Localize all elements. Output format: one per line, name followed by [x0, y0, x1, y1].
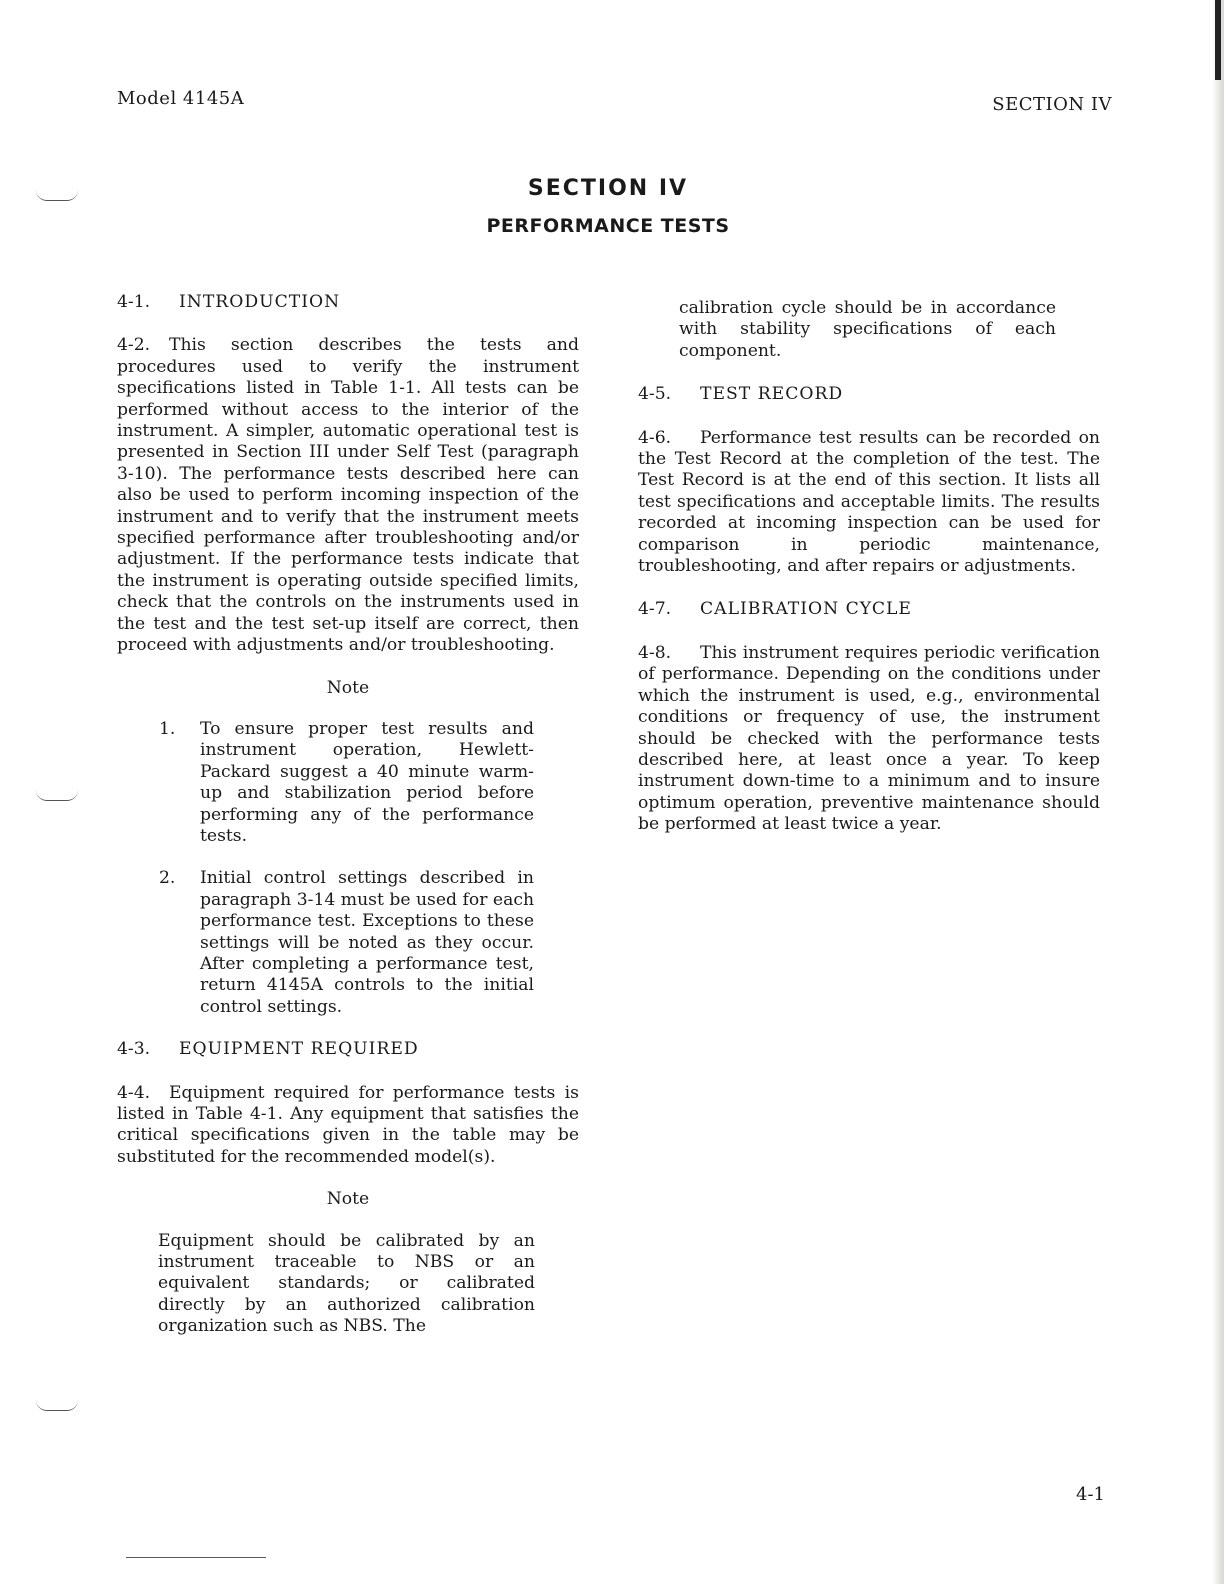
note-item — [117, 868, 534, 1018]
heading-label: EQUIPMENT REQUIRED — [179, 1039, 419, 1060]
right-column — [638, 298, 1100, 836]
paragraph-text: This instrument requires periodic verification of performance. Depending on the conditions under which the instrument is used, e.g., environmental conditions or frequency of use, the instrument should be checked with the performance tests described here, at least once a year. To keep instrument down-time to a minimum and to insure optimum operation, preventive maintenance should be performed at least twice a year. — [638, 642, 1100, 835]
heading-label: INTRODUCTION — [179, 292, 341, 312]
note-item — [117, 719, 534, 847]
binding-hole-mark — [36, 1400, 78, 1411]
binding-hole-mark — [36, 190, 78, 201]
heading-calibration-cycle — [638, 599, 1100, 620]
heading-number: 4-3. — [117, 1039, 151, 1060]
page-number: 4-1 — [1076, 1484, 1105, 1505]
paragraph-text: Equipment required for performance tests is listed in Table 4-1. Any equipment that satisfies the critical specifications given in the table may be substituted for the recommended model(s). — [117, 1082, 579, 1167]
heading-number: 4-1. — [117, 292, 151, 312]
binding-hole-mark — [36, 790, 78, 801]
left-column — [117, 292, 579, 1338]
note-item-text: Initial control settings described in paragraph 3-14 must be used for each performance test. Exceptions to these settings will be noted as they occur. After completing a performance test, return 4145A controls to the initial control settings. — [200, 868, 535, 1017]
page-edge-shadow — [1212, 0, 1224, 1584]
paragraph-4-2 — [117, 335, 579, 656]
note-title: Note — [326, 677, 370, 698]
page-edge-mark — [1215, 0, 1221, 80]
paragraph-text: This section describes the tests and procedures used to verify the instrument specifications listed in Table 1-1. All tests can be performed without access to the interior of the instrument. A simpler, automatic operational test is presented in Section III under Self Test (paragraph 3-10). The performance tests described here can also be used to perform incoming inspection of the instrument and to verify that the instrument meets specified performance after troubleshooting and/or adjustment. If the performance tests indicate that the instrument is operating outside specified limits, check that the controls on the instruments used in the test and the test set-up itself are correct, then proceed with adjustments and/or troubleshooting. — [117, 335, 579, 656]
heading-label: TEST RECORD — [700, 384, 844, 405]
paragraph-4-6 — [638, 428, 1100, 578]
scan-line-artifact — [126, 1557, 266, 1558]
note-text: Equipment should be calibrated by an instrument traceable to NBS or an equivalent standards; or calibrated directly by an authorized calibration organization such as NBS. The — [158, 1230, 535, 1337]
heading-number: 4-5. — [638, 384, 672, 405]
paragraph-4-4 — [117, 1083, 579, 1169]
heading-label: CALIBRATION CYCLE — [700, 599, 912, 620]
section-subtitle: PERFORMANCE TESTS — [486, 215, 730, 237]
heading-number: 4-7. — [638, 599, 672, 620]
note-title: Note — [326, 1189, 370, 1210]
heading-test-record — [638, 384, 1100, 405]
paragraph-number: 4-6. — [638, 427, 672, 448]
note-item-number: 1. — [159, 718, 176, 739]
paragraph-number: 4-8. — [638, 642, 672, 663]
heading-equipment-required — [117, 1039, 579, 1060]
model-header: Model 4145A — [117, 88, 245, 109]
paragraph-text: Performance test results can be recorded on the Test Record at the completion of the test. The Test Record is at the end of this section. It lists all test specifications and acceptable limits. The results recorded at incoming inspection can be used for comparison in periodic maintenance, troubleshooting, and after repairs or adjustments. — [638, 427, 1100, 577]
paragraph-number: 4-2. — [117, 335, 151, 356]
section-title: SECTION IV — [527, 176, 689, 201]
heading-introduction — [117, 292, 579, 313]
note-item-text: To ensure proper test results and instrument operation, Hewlett-Packard suggest a 40 minute warm-up and stabilization period before performing any of the performance tests. — [200, 718, 534, 846]
note-list — [117, 719, 579, 1018]
section-header: SECTION IV — [992, 94, 1112, 115]
paragraph-4-8 — [638, 643, 1100, 836]
paragraph-number: 4-4. — [117, 1082, 151, 1103]
note-continuation: calibration cycle should be in accordance with stability specifications of each component. — [679, 298, 1056, 361]
note-item-number: 2. — [159, 868, 176, 889]
